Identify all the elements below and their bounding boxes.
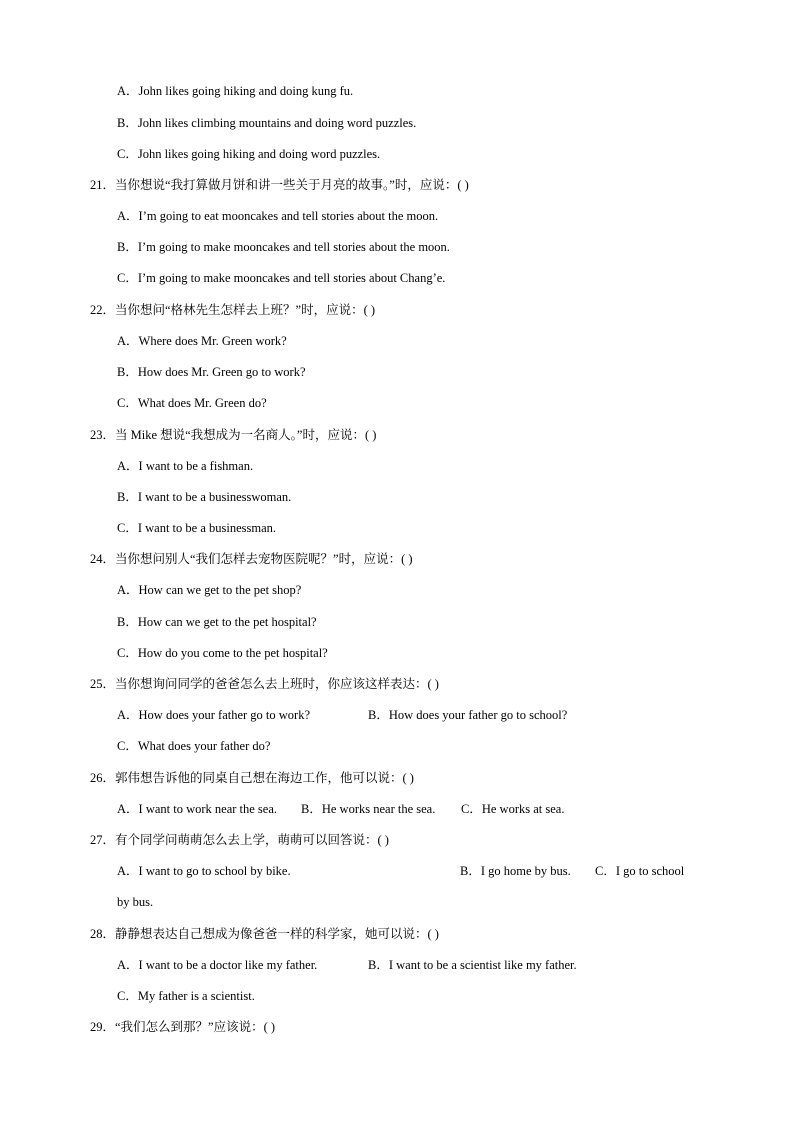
q28-question: 28．静静想表达自己想成为像爸爸一样的科学家，她可以说：( ): [90, 927, 439, 941]
q26-question: 26．郭伟想告诉他的同桌自己想在海边工作，他可以说：( ): [90, 771, 414, 785]
q26-option-a: A．I want to work near the sea.: [117, 802, 278, 816]
q28-option-c: C．My father is a scientist.: [117, 989, 255, 1003]
q20-option-c: C．John likes going hiking and doing word puzzles.: [117, 147, 381, 161]
q27-option-c-end: by bus.: [117, 895, 154, 909]
q28-option-a: A．I want to be a doctor like my father.: [117, 958, 318, 972]
q24-option-a: A．How can we get to the pet shop?: [117, 583, 302, 597]
q25-option-c: C．What does your father do?: [117, 739, 271, 753]
q26-option-c: C．He works at sea.: [461, 802, 565, 816]
q27-options-row: [0, 863, 794, 879]
q22-option-a: A．Where does Mr. Green work?: [117, 334, 287, 348]
q20-option-a: A．John likes going hiking and doing kung fu.: [117, 84, 354, 98]
q29-question: 29．“我们怎么到那？”应该说：( ): [90, 1020, 276, 1034]
q21-option-b: B．I’m going to make mooncakes and tell stories about the moon.: [117, 240, 450, 254]
q22-option-b: B．How does Mr. Green go to work?: [117, 365, 306, 379]
q24-option-b: B．How can we get to the pet hospital?: [117, 615, 317, 629]
q23-option-b: B．I want to be a businesswoman.: [117, 490, 292, 504]
q28-option-b: B．I want to be a scientist like my father.: [368, 958, 577, 972]
q20-option-b: B．John likes climbing mountains and doing word puzzles.: [117, 116, 417, 130]
q22-question: 22．当你想问“格林先生怎样去上班？”时，应说：( ): [90, 303, 376, 317]
q21-option-c: C．I’m going to make mooncakes and tell stories about Chang’e.: [117, 271, 446, 285]
q21-option-a: A．I’m going to eat mooncakes and tell stories about the moon.: [117, 209, 439, 223]
q27-question: 27．有个同学问萌萌怎么去上学，萌萌可以回答说：( ): [90, 833, 389, 847]
q25-question: 25．当你想询问同学的爸爸怎么去上班时，你应该这样表达：( ): [90, 677, 439, 691]
q24-question: 24．当你想问别人“我们怎样去宠物医院呢？”时，应说：( ): [90, 552, 413, 566]
q24-option-c: C．How do you come to the pet hospital?: [117, 646, 328, 660]
q23-question: 23．当 Mike 想说“我想成为一名商人。”时，应说：( ): [90, 428, 377, 442]
q21-question: 21．当你想说“我打算做月饼和讲一些关于月亮的故事。”时，应说：( ): [90, 178, 469, 192]
q27-option-c-start: C．I go to school: [595, 864, 685, 878]
q22-option-c: C．What does Mr. Green do?: [117, 396, 267, 410]
q27-option-a: A．I want to go to school by bike.: [117, 864, 291, 878]
q23-option-c: C．I want to be a businessman.: [117, 521, 277, 535]
q25-option-a: A．How does your father go to work?: [117, 708, 311, 722]
q26-option-b: B．He works near the sea.: [301, 802, 436, 816]
q28-options-row-1: [0, 957, 794, 973]
q27-option-b: B．I go home by bus.: [460, 864, 571, 878]
q25-options-row-1: [0, 707, 794, 723]
q25-option-b: B．How does your father go to school?: [368, 708, 568, 722]
q23-option-a: A．I want to be a fishman.: [117, 459, 254, 473]
q26-options-row: [0, 801, 794, 817]
